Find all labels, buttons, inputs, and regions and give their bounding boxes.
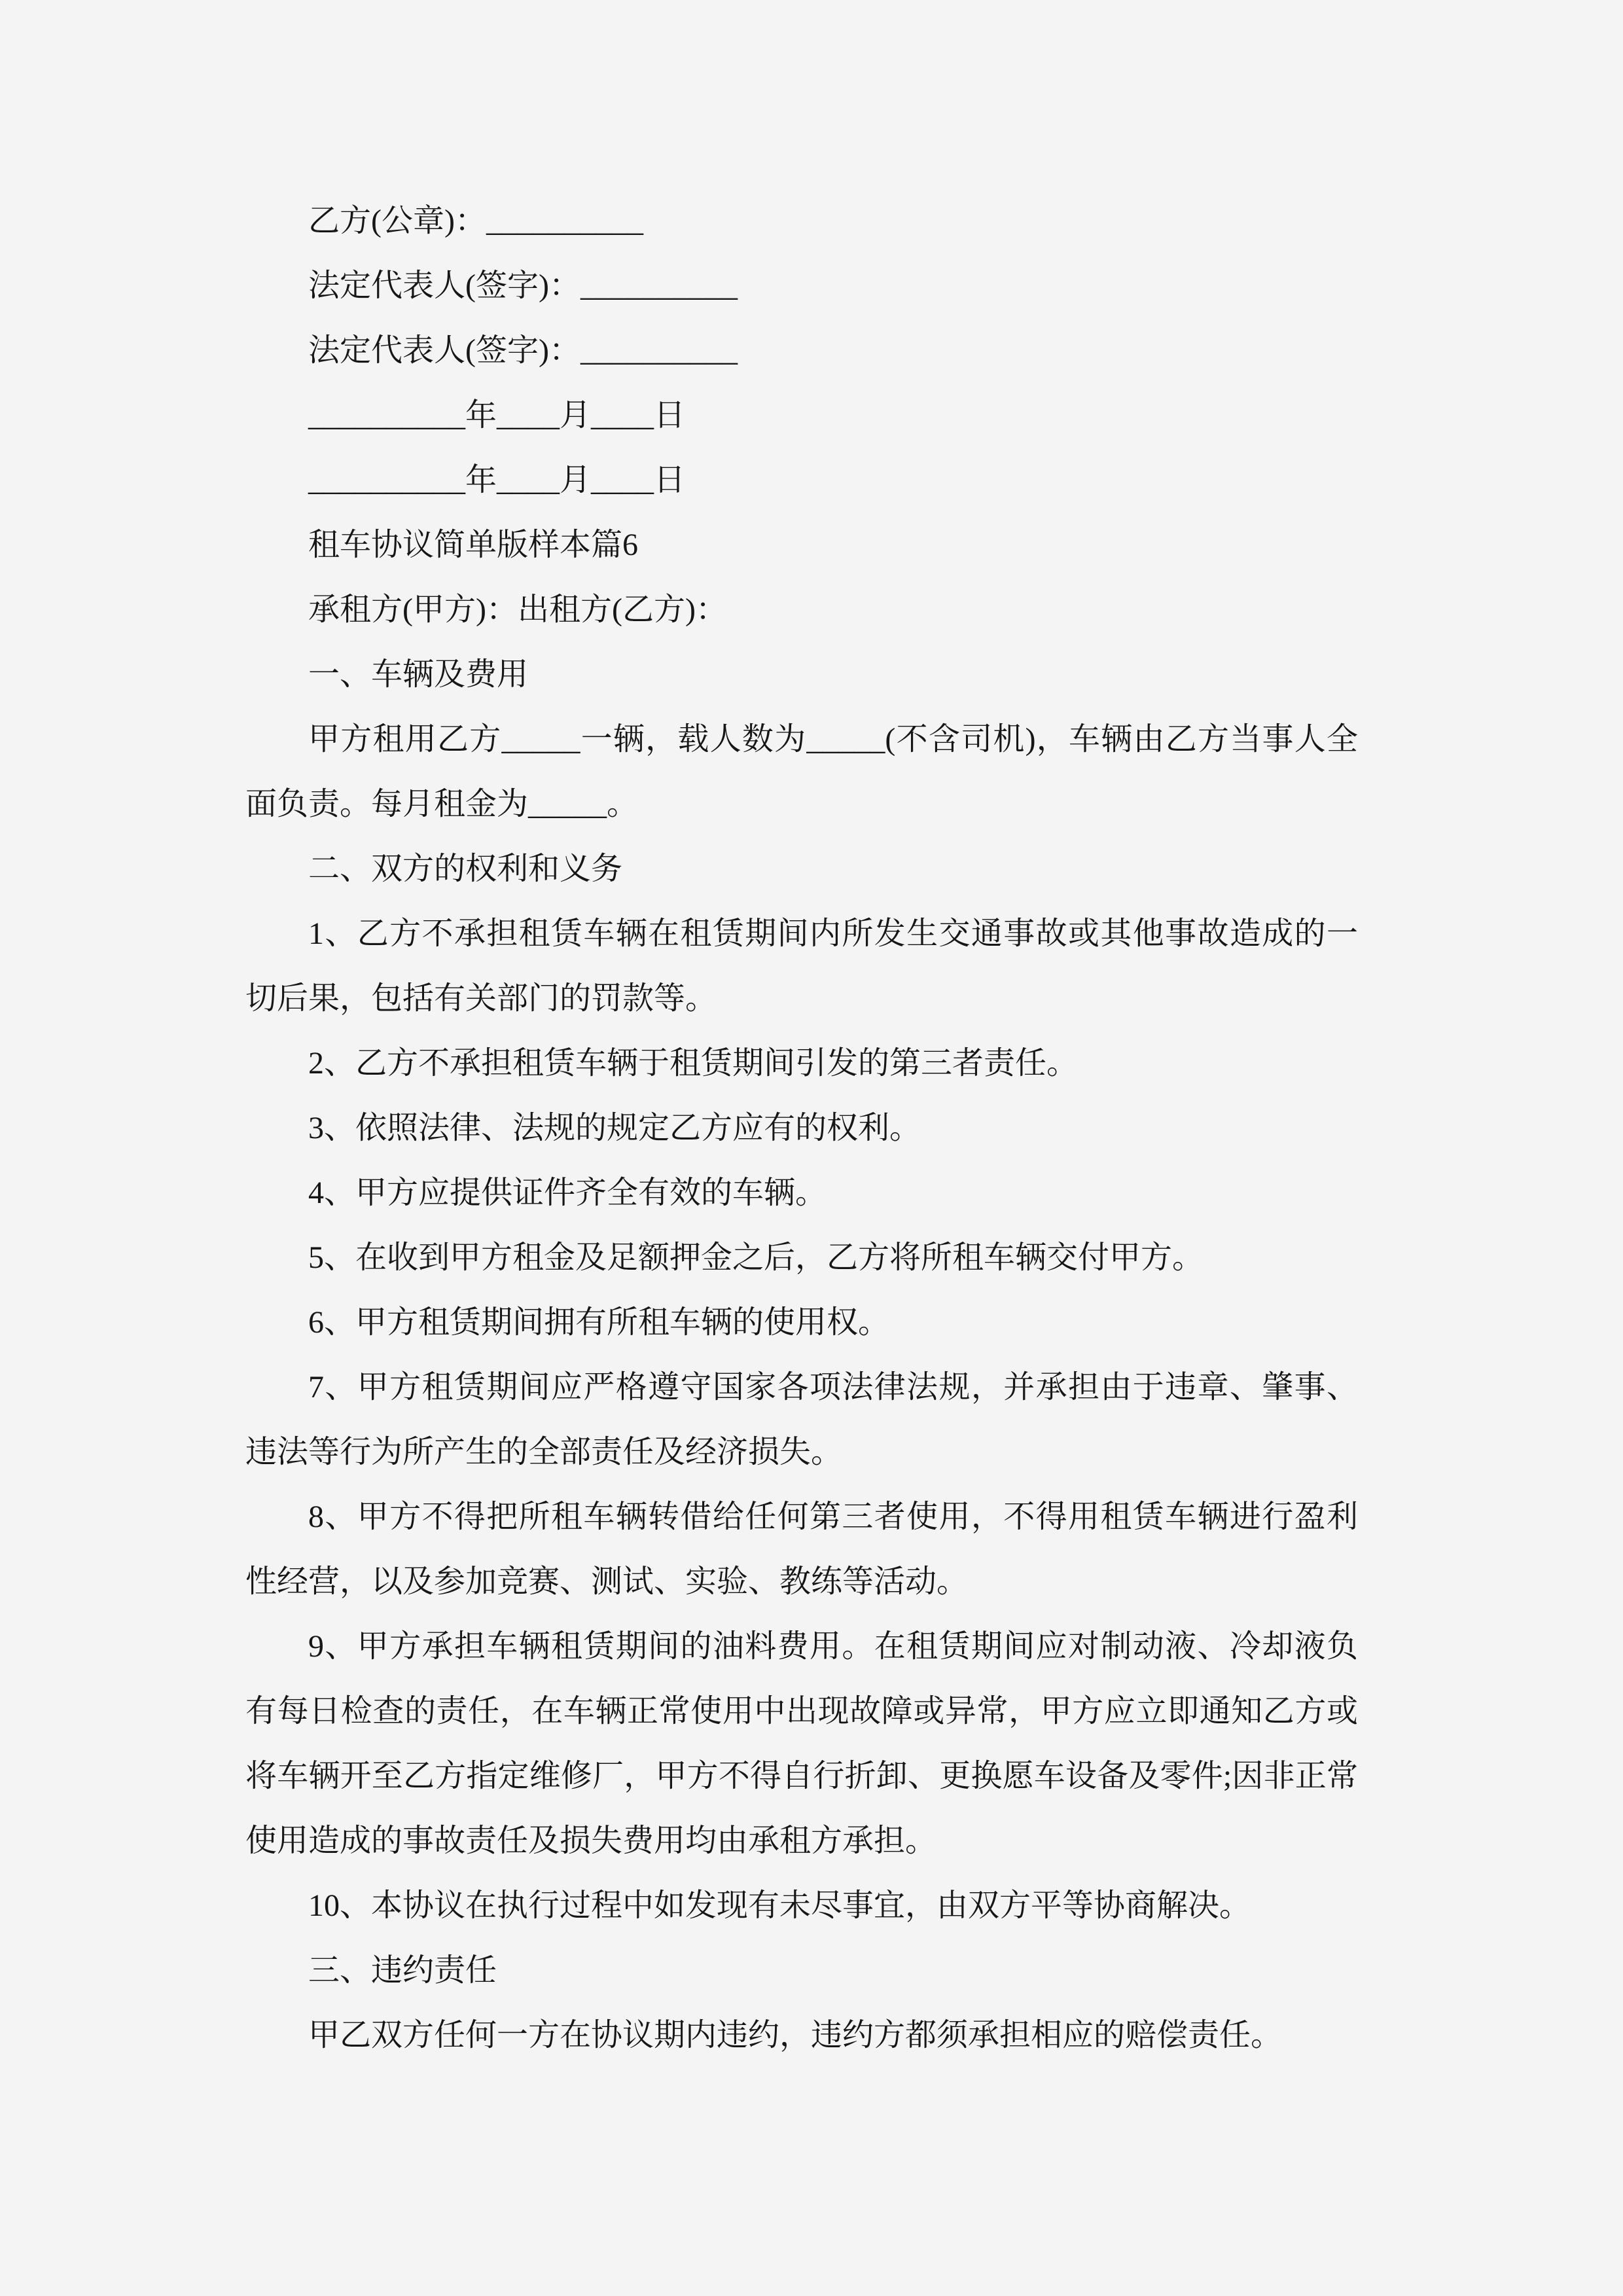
parties-line: 承租方(甲方)：出租方(乙方)： — [308, 592, 727, 627]
heading-rights-obligations: 二、双方的权利和义务 — [308, 852, 623, 886]
date-blank-line: __________年____月____日 — [308, 398, 686, 433]
clause-breach-liability: 甲乙双方任何一方在协议期内违约，违约方都须承担相应的赔偿责任。 — [308, 2018, 1283, 2053]
heading-vehicle-and-fees: 一、车辆及费用 — [308, 657, 529, 692]
clause-5: 5、在收到甲方租金及足额押金之后，乙方将所租车辆交付甲方。 — [308, 1240, 1204, 1275]
clause-1: 1、乙方不承担租赁车辆在租赁期间内所发生交通事故或其他事故造成的一切后果，包括有关部门的罚款等。 — [245, 916, 1358, 1016]
clause-4: 4、甲方应提供证件齐全有效的车辆。 — [308, 1175, 827, 1210]
clause-vehicle-rental: 甲方租用乙方_____一辆，载人数为_____(不含司机)，车辆由乙方当事人全面负责。每月租金为_____。 — [245, 722, 1358, 821]
clause-7: 7、甲方租赁期间应严格遵守国家各项法律法规，并承担由于违章、肇事、违法等行为所产生的全部责任及经济损失。 — [245, 1370, 1358, 1469]
clause-2: 2、乙方不承担租赁车辆于租赁期间引发的第三者责任。 — [308, 1046, 1079, 1081]
clause-3: 3、依照法律、法规的规定乙方应有的权利。 — [308, 1111, 921, 1145]
clause-8: 8、甲方不得把所租车辆转借给任何第三者使用，不得用租赁车辆进行盈利性经营，以及参加竞赛、测试、实验、教练等活动。 — [245, 1499, 1358, 1599]
legal-rep-signature-line: 法定代表人(签字)：__________ — [308, 268, 738, 303]
section-title: 租车协议简单版样本篇6 — [308, 528, 639, 562]
party-b-seal-line: 乙方(公章)：__________ — [308, 204, 643, 238]
clause-6: 6、甲方租赁期间拥有所租车辆的使用权。 — [308, 1305, 890, 1340]
heading-breach-liability: 三、违约责任 — [308, 1953, 497, 1988]
legal-rep-signature-line: 法定代表人(签字)：__________ — [308, 333, 738, 368]
date-blank-line: __________年____月____日 — [308, 463, 686, 497]
clause-9: 9、甲方承担车辆租赁期间的油料费用。在租赁期间应对制动液、冷却液负有每日检查的责任，在车辆正常使用中出现故障或异常，甲方应立即通知乙方或将车辆开至乙方指定维修厂，甲方不得自行折卸、更换愿车设备及零件;因非正常使用造成的事故责任及损失费用均由承租方承担。 — [245, 1629, 1358, 1858]
clause-10: 10、本协议在执行过程中如发现有未尽事宜，由双方平等协商解决。 — [308, 1888, 1251, 1923]
